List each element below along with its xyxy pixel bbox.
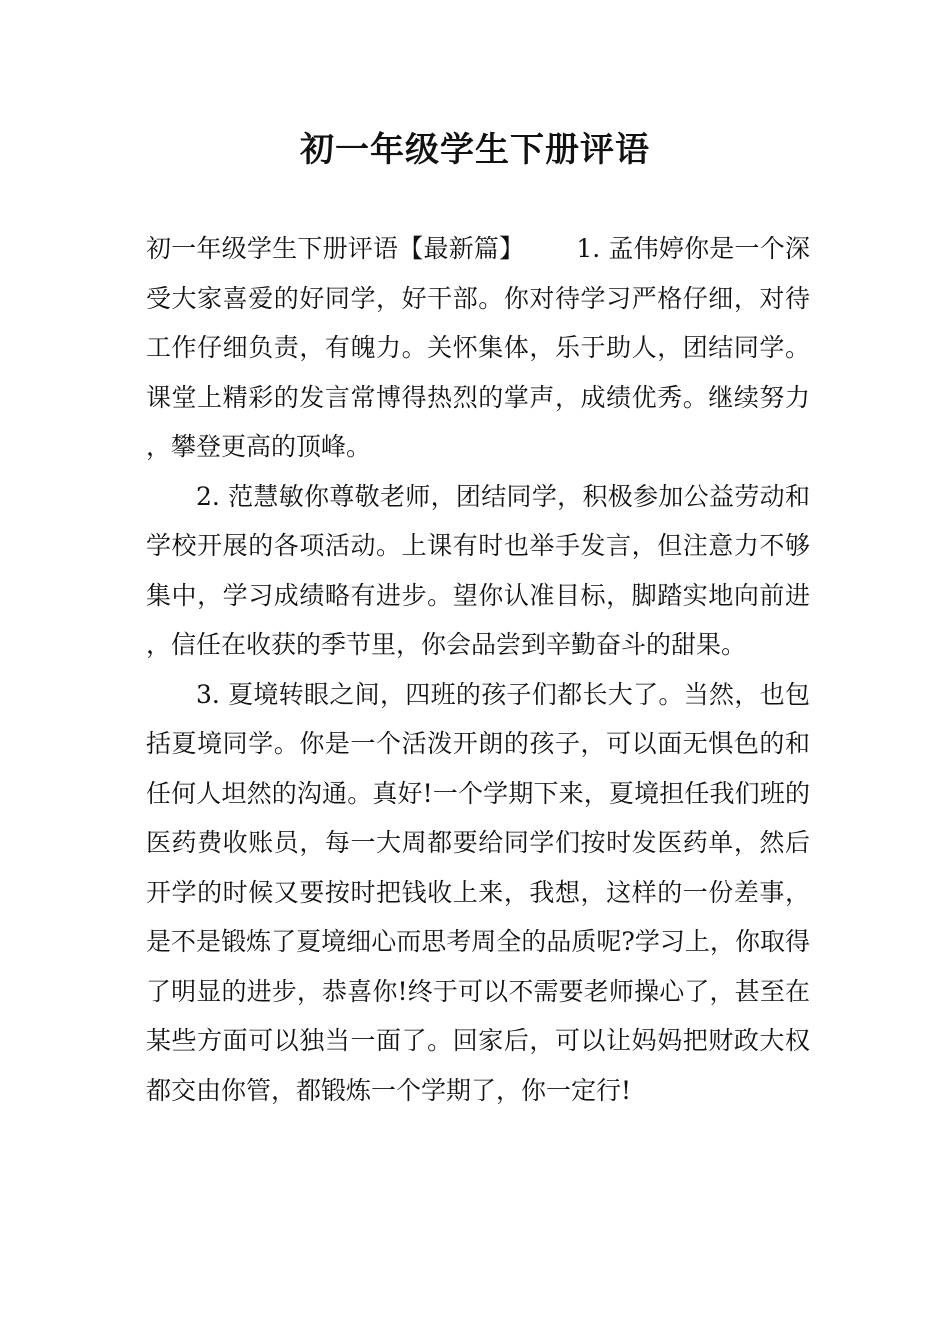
paragraph-3 (146, 670, 810, 1116)
document-body (146, 224, 810, 1115)
document-title: 初一年级学生下册评语 (300, 130, 650, 170)
comment-1-text: 1. 孟伟婷你是一个深受大家喜爱的好同学，好干部。你对待学习严格仔细，对待工作仔细负责，有魄力。关怀集体，乐于助人，团结同学。课堂上精彩的发言常博得热烈的掌声，成绩优秀。继续努力，攀登更高的顶峰。 (146, 234, 810, 461)
paragraph-2 (146, 472, 810, 670)
intro-heading: 初一年级学生下册评语【最新篇】 (146, 234, 525, 263)
comment-2-text: 2. 范慧敏你尊敬老师，团结同学，积极参加公益劳动和学校开展的各项活动。上课有时也举手发言，但注意力不够集中，学习成绩略有进步。望你认准目标，脚踏实地向前进，信任在收获的季节里，你会品尝到辛勤奋斗的甜果。 (146, 481, 810, 659)
paragraph-1 (146, 224, 810, 472)
comment-3-text: 3. 夏境转眼之间，四班的孩子们都长大了。当然，也包括夏境同学。你是一个活泼开朗的孩子，可以面无惧色的和任何人坦然的沟通。真好!一个学期下来，夏境担任我们班的医药费收账员，每一大周都要给同学们按时发医药单，然后开学的时候又要按时把钱收上来，我想，这样的一份差事，是不是锻炼了夏境细心而思考周全的品质呢?学习上，你取得了明显的进步，恭喜你!终于可以不需要老师操心了，甚至在某些方面可以独当一面了。回家后，可以让妈妈把财政大权都交由你管，都锻炼一个学期了，你一定行! (146, 679, 810, 1105)
